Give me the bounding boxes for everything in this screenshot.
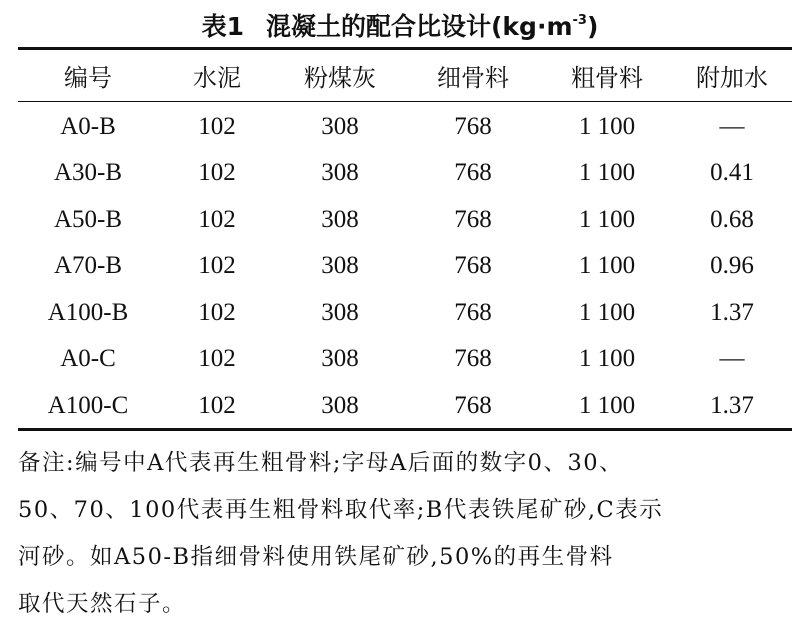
table-cell: 308 (321, 391, 359, 419)
table-cell: — (719, 345, 745, 373)
table-cell: 102 (198, 345, 236, 373)
header-cell-cement: 水泥 (193, 64, 241, 92)
header-cell-fine-aggregate: 细骨料 (437, 64, 509, 92)
table-header-row (18, 50, 792, 101)
table-cell: A0-B (60, 112, 116, 140)
header-cell-id: 编号 (64, 64, 112, 92)
table-row (18, 243, 792, 290)
table-cell: A100-B (47, 298, 129, 326)
table-row (18, 383, 792, 430)
table-cell: — (719, 112, 745, 140)
table-cell: 1 100 (578, 252, 636, 280)
table-cell: 1 100 (578, 345, 636, 373)
table-cell: 308 (321, 298, 359, 326)
table-cell: 0.68 (710, 205, 754, 233)
table-caption (0, 2, 800, 46)
footnote-line: 河砂。如A50-B指细骨料使用铁尾矿砂,50%的再生骨料 (18, 544, 614, 570)
table-cell: 102 (198, 112, 236, 140)
table-footnote (18, 440, 792, 628)
table-cell: 102 (198, 298, 236, 326)
table-cell: 308 (321, 252, 359, 280)
table-cell: A50-B (53, 205, 123, 233)
table-cell: 768 (454, 159, 492, 187)
table-cell: 102 (198, 391, 236, 419)
table-cell: 308 (321, 159, 359, 187)
table-cell: 768 (454, 112, 492, 140)
unit-exponent: -3 (572, 13, 587, 28)
table-cell: 308 (321, 205, 359, 233)
header-cell-coarse-aggregate: 粗骨料 (571, 64, 643, 92)
table-cell: A0-C (60, 345, 116, 373)
table-cell: 768 (454, 205, 492, 233)
table-cell: A30-B (53, 159, 123, 187)
mix-proportion-table (18, 50, 792, 429)
table-row (18, 101, 792, 150)
table-cell: 768 (454, 391, 492, 419)
table-cell: 768 (454, 298, 492, 326)
table-cell: 1.37 (710, 391, 754, 419)
table-cell: 768 (454, 252, 492, 280)
table-cell: 102 (198, 205, 236, 233)
footnote-line: 50、70、100代表再生粗骨料取代率;B代表铁尾矿砂,C表示 (18, 497, 664, 523)
table-cell: A70-B (53, 252, 123, 280)
table-cell: 0.41 (710, 159, 754, 187)
table-cell: 1 100 (578, 112, 636, 140)
table-row (18, 197, 792, 244)
title-close-paren: ) (586, 12, 599, 41)
header-cell-fly-ash: 粉煤灰 (304, 64, 376, 92)
footnote-line: 取代天然石子。 (18, 591, 187, 617)
table-row (18, 336, 792, 383)
table-cell: 308 (321, 112, 359, 140)
table-cell: 1 100 (578, 159, 636, 187)
table-cell: 1 100 (578, 391, 636, 419)
table-cell: 1 100 (578, 298, 636, 326)
table-cell: 0.96 (710, 252, 754, 280)
table-cell: 768 (454, 345, 492, 373)
table-cell: 102 (198, 252, 236, 280)
table-cell: 308 (321, 345, 359, 373)
table-cell: 1.37 (710, 298, 754, 326)
header-cell-additional-water: 附加水 (696, 64, 768, 92)
table-cell: 102 (198, 159, 236, 187)
table-number: 表1 (201, 12, 244, 41)
table-cell: A100-C (47, 391, 129, 419)
table-cell: 1 100 (578, 205, 636, 233)
table-row (18, 290, 792, 337)
table-row (18, 150, 792, 197)
footnote-line: 备注:编号中A代表再生粗骨料;字母A后面的数字0、30、 (18, 450, 624, 476)
table-title-text: 混凝土的配合比设计(kg·m (266, 12, 573, 41)
